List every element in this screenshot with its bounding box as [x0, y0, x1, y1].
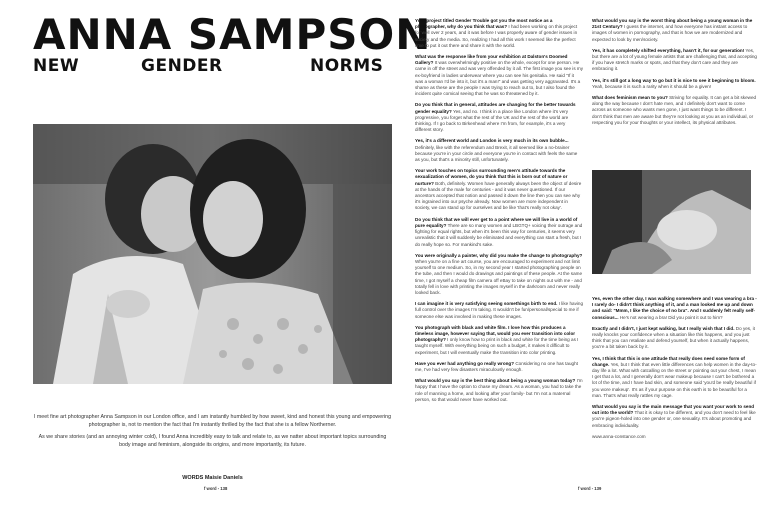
qa-item: [415, 138, 583, 163]
qa-item: [592, 296, 757, 321]
question-text: Do you think that in general, attitudes are changing for the better towards gender equality?: [415, 102, 576, 114]
answer-text: Yes, but there are a lot of young female artists that are challenging that, and accepting if you have stretch marks or spots, and that they don't care and they are embracing it.: [592, 47, 757, 72]
interview-column-1: [415, 18, 583, 408]
qa-item: [415, 325, 583, 356]
question-text: Do you think that we will ever get to a point where we will live in a world of pure equality?: [415, 216, 578, 228]
answer-text: I had been working on this project for well over 2 years, and it was before I was properly aware of gender issues in society and the media. So, realizing I had all this work I seemed like the perfect time to put it out there and share it with the world.: [415, 24, 578, 48]
question-text: You were originally a painter, why did you make the change to photography?: [415, 252, 583, 258]
feature-photo-kiss: [33, 124, 392, 384]
question-text: Your project titled Gender Trouble got you the most notice as a photographer, why do you think that was?: [415, 18, 553, 30]
answer-text: I only know how to print in black and white for the time being as I taught myself. With everything being on such a budget, it makes it difficult to experiment, but I will eventually make the transition into color printing.: [415, 337, 579, 355]
qa-item: [592, 48, 757, 73]
qa-item: [592, 18, 757, 43]
answer-text: Do yes, it really knocks your confidence when a situation like this happens, and you just think that you can retaliate and defend yourself, but when it actually happens, you're a bit taken back by it.: [592, 325, 755, 350]
question-text: Your work touches on topics surrounding men's attitude towards the sexualization of women, do you think that this is born out of nature or nurture?: [415, 168, 568, 186]
question-text: Exactly and I didn't, I just kept walking, but I really wish that I did.: [592, 325, 735, 331]
answer-text: That it is okay to be different, and you don't need to feel like you're pigeon-holed into one gender or, one sexuality. It's about promoting and embracing individuality.: [592, 410, 756, 428]
answer-text: Striving for equality. It can get a bit skewed along the way because I don't hate men, and I definitely don't want to come across as someone who wants men gone, I just want things to be different. I don't think that men are aware but they're not looking at you as an individual, or respecting you for your thoughts or your intellect, its physical attributes.: [592, 95, 757, 125]
answer-text: Considering no one has taught me, I've had very few disasters miraculously enough.: [415, 360, 578, 372]
answer-text: Both, definitely. Women have generally always been the object of desire at the hands of the male for centuries - and it was never questioned. If our ancestors accepted that notion and passed it down the line then you can see why it's ingrained into our psyche already. Now women are more independent in society, we can stand up for ourselves and be like 'that's really not okay'.: [415, 180, 582, 211]
question-text: You photograph with black and white film. I love how this produces a timeless image, however saying that, would you ever transition into color photography?: [415, 324, 576, 343]
question-text: What was the response like from your exhibition at Dalston's Doomed Gallery?: [415, 54, 568, 66]
website-link[interactable]: www.anna-constance.com: [592, 433, 646, 439]
feature-photo-2: [592, 170, 751, 274]
answer-text: Yes, and no. I think in a place like London where it's very progressive, you forget what the rest of the UK and the rest of the world are thinking. If I go back to Birkenhead where I'm from, for example, it's a very different story.: [415, 108, 569, 133]
qa-item: [592, 404, 757, 429]
question-text: Yes, it has completely shifted everything, hasn't it, for our generation!: [592, 47, 745, 53]
question-text: Yes, it's still got a long way to go but it is nice to see it beginning to bloom.: [592, 77, 756, 83]
qa-item: [592, 356, 757, 399]
subtitle-word-gender: GENDER: [141, 56, 223, 76]
qa-item: [415, 18, 583, 49]
qa-item: [592, 95, 757, 126]
interview-column-2: [592, 18, 757, 131]
intro-paragraph-1: I meet fine art photographer Anna Sampson in our London office, and I am instantly humbled by how sweet, kind and honest this young and empowering photographer is, not to mention the fact that I'm instantly thrilled by the fact that she is a fellow Northerner.: [33, 414, 392, 428]
answer-text: I like having full control over the images I'm taking. It wouldn't be fun/personal/special to me if someone else was involved in making these images.: [415, 301, 583, 319]
question-text: Yes, it's a different world and London is very much in its own bubble...: [415, 138, 569, 144]
qa-item: [415, 54, 583, 97]
qa-item: [415, 217, 583, 248]
qa-item: [592, 326, 757, 351]
page-title: ANNA SAMPSON: [33, 10, 432, 59]
question-text: I can imagine it is very satisfying seeing somethings birth to end.: [415, 301, 558, 307]
qa-item: [415, 102, 583, 133]
intro-paragraph-2: As we share stories (and an annoying winter cold), I found Anna incredibly easy to talk and relate to, as we natter about important topics surrounding body image and feminism, alongside its origins, and more importantly, its future.: [38, 434, 387, 448]
qa-item: [415, 301, 583, 320]
subtitle-word-new: NEW: [33, 56, 80, 76]
answer-text: Definitely, like with the referendum and Brexit, it all seemed like a no-brainer because you're in your circle and everyone you're in contact with feels the same as you, but that's a minority still, unfortunately.: [415, 144, 578, 163]
subtitle-word-norms: NORMS: [310, 56, 384, 76]
qa-item: [592, 78, 757, 90]
answer-text: It was overwhelmingly positive on the whole, except for one person. He came in off the street and was very offended by it all. The first image you see is my ex-boyfriend in ladies underwear where you can see his genitalia. He said "If it was a woman I'd be into it, but it's a man!" and was getting very aggravated. It's a shame as these are the people I was trying to reach out to, but I also found the incident quite comical seeing that he was so threatened by it.: [415, 60, 584, 97]
answer-text: I guess the internet, and how everyone has instant access to images of women in pornography, and that is how we are modernized and expected to look by men/society.: [592, 24, 748, 42]
interview-column-3: [592, 296, 757, 445]
answer-text: When you're on a fine art course, you are encouraged to experiment and not limit yourself to one medium. So, in my second year I started photographing people on the tube, and then I would do drawings and paintings of these people. At the same time, I got myself a cheap film camera off eBay to take on nights out with me - and totally fell in love with printing the images myself in the darkroom and never really looked back.: [415, 258, 583, 295]
qa-item: [415, 378, 583, 403]
qa-item: [415, 168, 583, 211]
answer-text: Yes, but I think that even little differences can help women in the day-to-day life a lot. What with catcalling on the street or pointing out your chest, I mean I get that a lot, and I generally don't wear makeup because I can't be bothered a lot of the time, and I have bad skin, and someone said 'you'd be really beautiful if you wore makeup'. It's as if your purpose on this earth is to be beautiful for a man. That's what really rattles my cage.: [592, 361, 757, 398]
page-number-right: f word - 139: [578, 486, 602, 491]
author-credit: WORDS Maisie Daniels: [182, 475, 243, 481]
qa-item: [415, 253, 583, 296]
question-text: Yes, even the other day, I was walking somewhere and I was wearing a bra -I rarely do- I didn't think anything of it, and a man looked me up and down and said: "Mmm, I like the choice of no bra". And I suddenly felt really self-conscious...: [592, 296, 757, 320]
question-text: Yes, I think that this is one attitude that really does need some form of change.: [592, 355, 745, 367]
answer-text: He's not wearing a bra! Did you point it out to him?: [619, 314, 723, 320]
question-text: What would you say is the best thing about being a young woman today?: [415, 378, 576, 384]
answer-text: There are so many women and LBGTQ+ voicing their outrage and fighting for equal rights, but when it's been this way for centuries, it seems very unrealistic that it will suddenly be eliminated and everything can start a fresh, but I do really hope so. For mankind's sake.: [415, 222, 583, 247]
question-text: What does feminism mean to you?: [592, 95, 668, 101]
page-number-left: f word - 138: [204, 486, 228, 491]
answer-text: I'm happy that I have the option to chase my dream. As a woman, you had to take the role of manning a home, and looking after your family- but I'm not a maternal person, so that would never have worked out.: [415, 378, 583, 402]
intro-text: [33, 414, 392, 454]
qa-item: [415, 361, 583, 373]
question-text: What would you say is the worst thing about being a young woman in the 21st Century?: [592, 18, 753, 30]
question-text: What would you say is the main message that you want your work to send out into the world?: [592, 404, 755, 416]
question-text: Have you ever had anything go really wrong?: [415, 360, 515, 366]
answer-text: Yeah, because it is such a rarity when it should be a given!: [592, 83, 712, 89]
